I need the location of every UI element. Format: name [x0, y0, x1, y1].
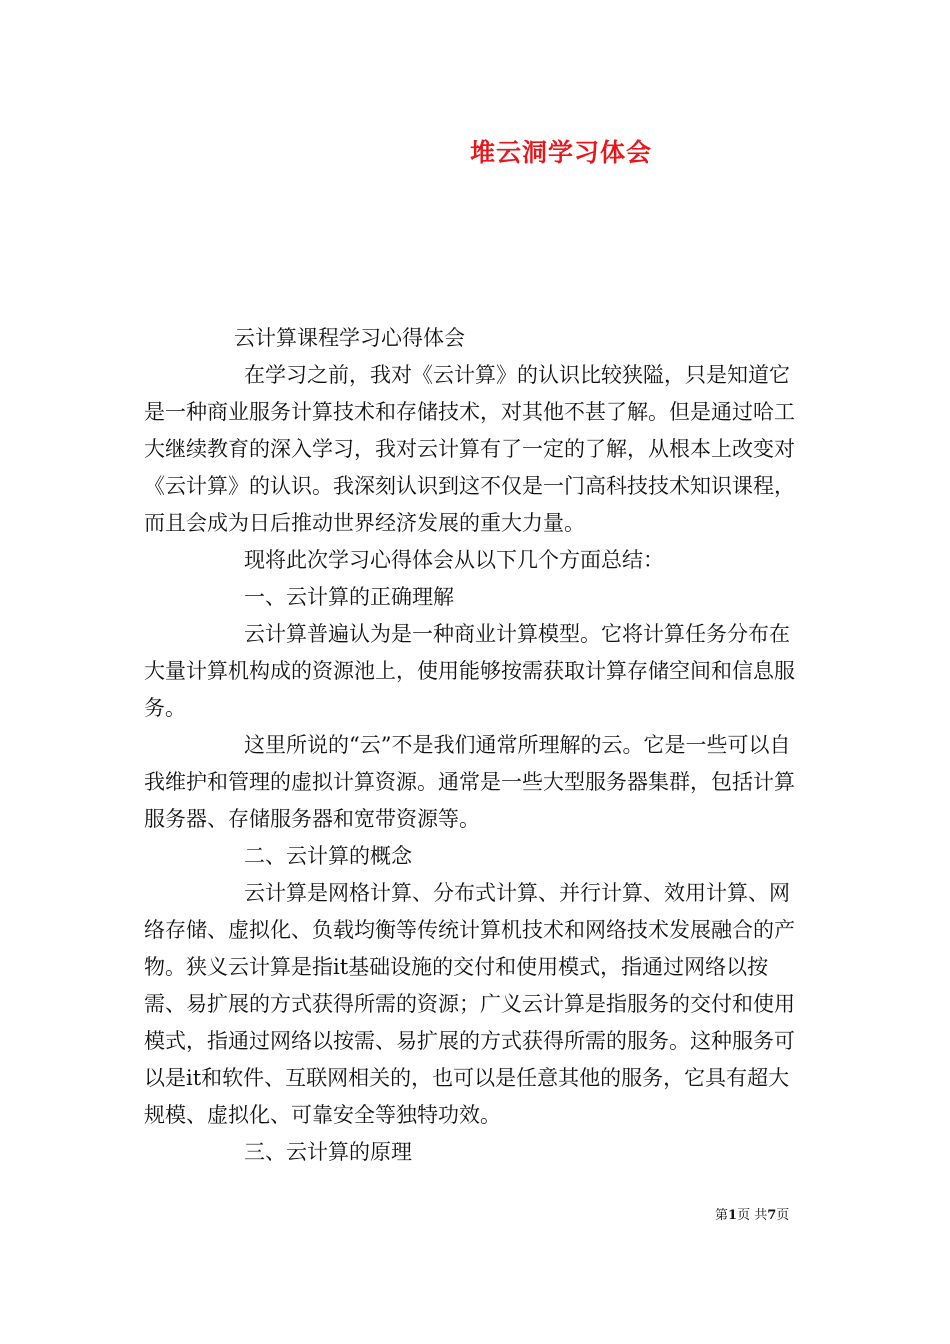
document-body	[144, 320, 808, 1171]
paragraph: 云计算是网格计算、分布式计算、并行计算、效用计算、网络存储、虚拟化、负载均衡等传统计算机技术和网络技术发展融合的产物。狭义云计算是指it基础设施的交付和使用模式，指通过网络以按需、易扩展的方式获得所需的资源；广义云计算是指服务的交付和使用模式，指通过网络以按需、易扩展的方式获得所需的服务。这种服务可以是it和软件、互联网相关的，也可以是任意其他的服务，它具有超大规模、虚拟化、可靠安全等独特功效。	[144, 881, 795, 1127]
section-heading: 三、云计算的原理	[244, 1140, 412, 1164]
paragraph-heading: 云计算课程学习心得体会	[234, 326, 465, 350]
document-title: 堆云洞学习体会	[470, 138, 653, 167]
footer-middle: 页 共	[737, 1208, 768, 1223]
section-heading: 二、云计算的概念	[244, 844, 412, 868]
footer-suffix: 页	[776, 1208, 790, 1223]
paragraph: 在学习之前，我对《云计算》的认识比较狭隘，只是知道它是一种商业服务计算技术和存储技术，对其他不甚了解。但是通过哈工大继续教育的深入学习，我对云计算有了一定的了解，从根本上改变对《云计算》的认识。我深刻认识到这不仅是一门高科技技术知识课程，而且会成为日后推动世界经济发展的重大力量。	[144, 363, 795, 535]
page-number-footer	[715, 1204, 835, 1223]
paragraph: 现将此次学习心得体会从以下几个方面总结：	[244, 548, 664, 572]
footer-total-pages: 7	[767, 1208, 777, 1223]
footer-current-page: 1	[728, 1208, 738, 1223]
footer-prefix: 第	[715, 1208, 729, 1223]
paragraph: 这里所说的“云”不是我们通常所理解的云。它是一些可以自我维护和管理的虚拟计算资源。通常是一些大型服务器集群，包括计算服务器、存储服务器和宽带资源等。	[144, 733, 795, 831]
section-heading: 一、云计算的正确理解	[244, 585, 454, 609]
paragraph: 云计算普遍认为是一种商业计算模型。它将计算任务分布在大量计算机构成的资源池上，使用能够按需获取计算存储空间和信息服务。	[144, 622, 795, 720]
